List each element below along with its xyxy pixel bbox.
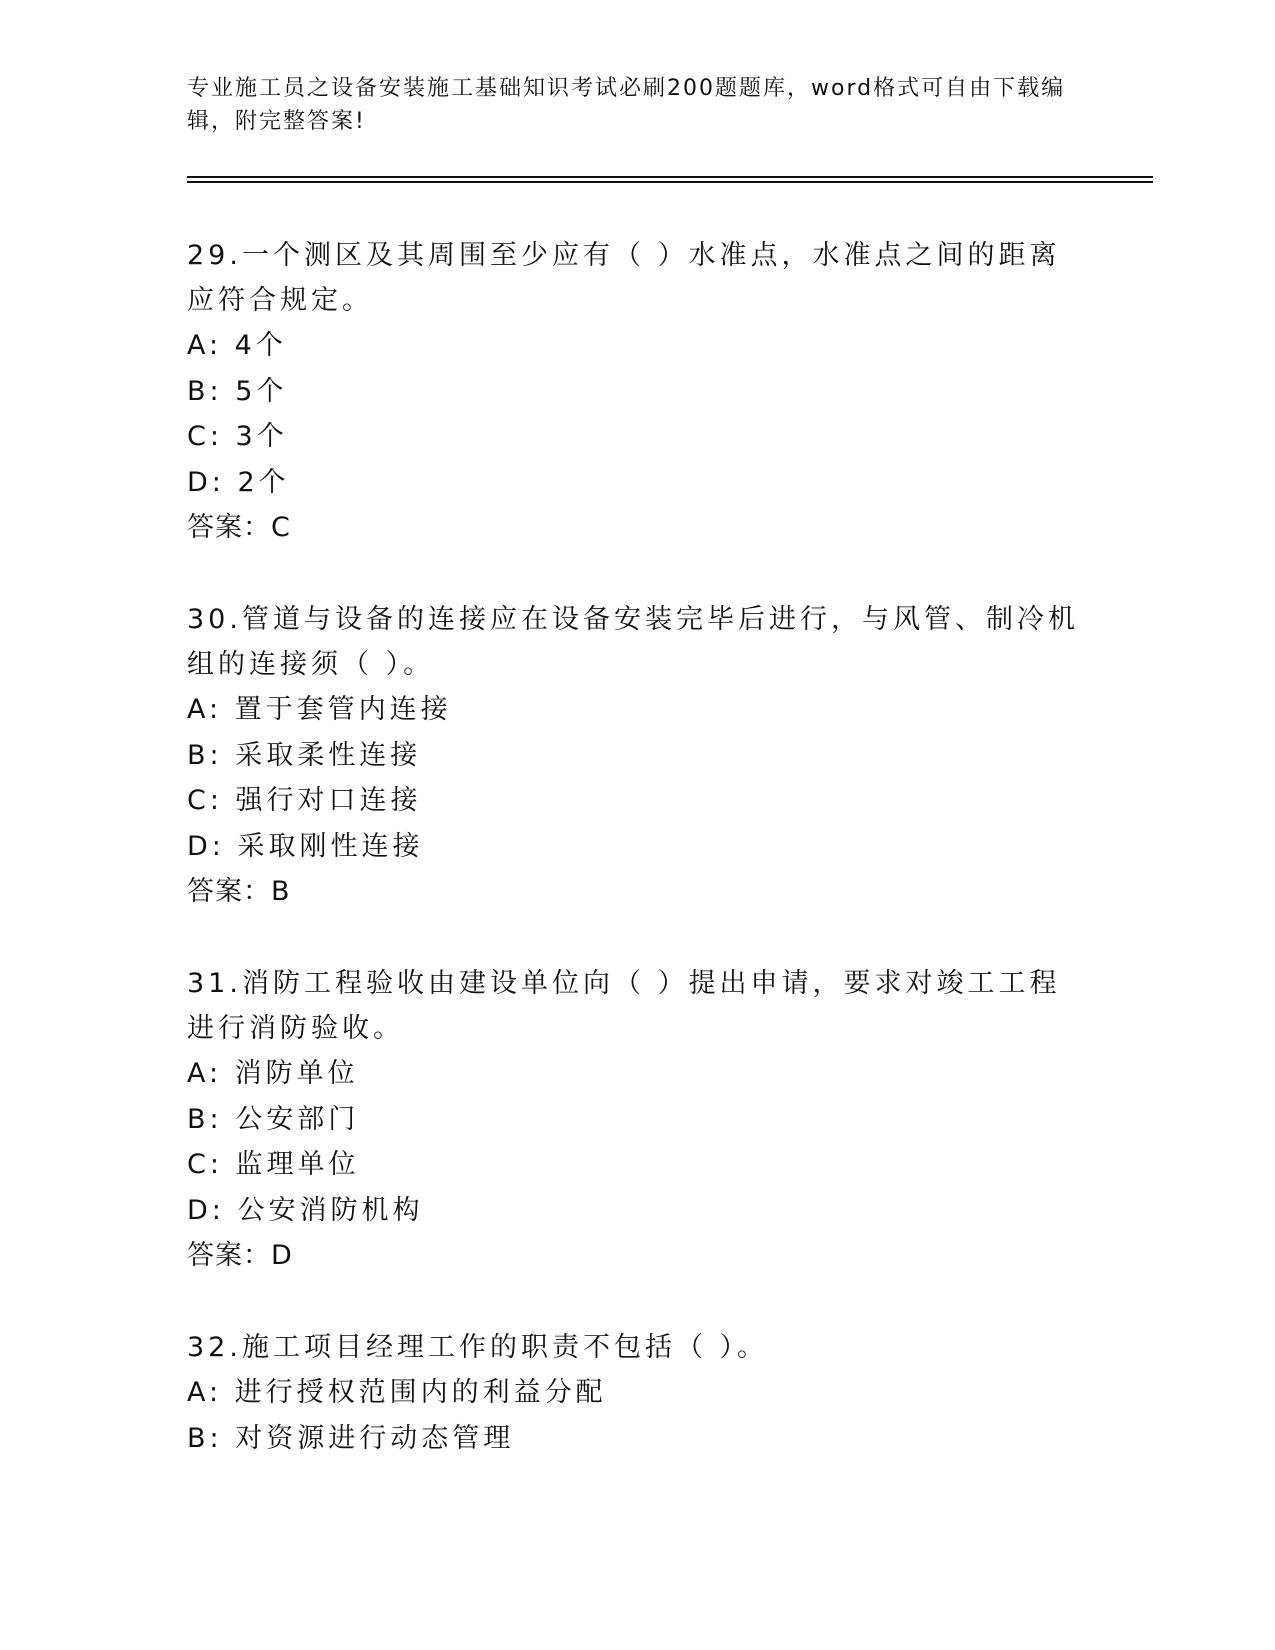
option-a: A: 置于套管内连接 bbox=[187, 694, 452, 725]
option-a: A: 4个 bbox=[187, 330, 287, 361]
question-stem: 29.一个测区及其周围至少应有（ ）水准点，水准点之间的距离应符合规定。 bbox=[187, 240, 1061, 316]
option-d: D: 公安消防机构 bbox=[187, 1194, 424, 1226]
question-32 bbox=[187, 1325, 1087, 1461]
option-b: B: 采取柔性连接 bbox=[187, 739, 422, 771]
option-d: D: 2个 bbox=[187, 466, 290, 498]
option-b: B: 5个 bbox=[187, 375, 288, 407]
option-c: C: 强行对口连接 bbox=[187, 785, 422, 816]
question-stem: 30.管道与设备的连接应在设备安装完毕后进行，与风管、制冷机组的连接须（ ）。 bbox=[187, 604, 1079, 680]
option-list bbox=[187, 323, 1087, 505]
question-29 bbox=[187, 233, 1087, 550]
option-a: A: 进行授权范围内的利益分配 bbox=[187, 1377, 607, 1408]
question-stem: 31.消防工程验收由建设单位向（ ）提出申请，要求对竣工工程进行消防验收。 bbox=[187, 968, 1061, 1044]
header-divider-top bbox=[187, 176, 1153, 178]
option-a: A: 消防单位 bbox=[187, 1058, 359, 1089]
option-list bbox=[187, 1051, 1087, 1233]
question-31 bbox=[187, 961, 1087, 1278]
option-d: D: 采取刚性连接 bbox=[187, 830, 424, 862]
answer-line: 答案：B bbox=[187, 876, 291, 907]
header-divider-bottom bbox=[187, 181, 1153, 183]
document-header: 专业施工员之设备安装施工基础知识考试必刷200题题库，word格式可自由下载编辑，附完整答案! bbox=[187, 76, 1066, 134]
answer-line: 答案：D bbox=[187, 1240, 293, 1271]
option-c: C: 3个 bbox=[187, 421, 288, 452]
option-list bbox=[187, 687, 1087, 869]
option-c: C: 监理单位 bbox=[187, 1149, 360, 1180]
option-b: B: 对资源进行动态管理 bbox=[187, 1422, 515, 1454]
question-stem: 32.施工项目经理工作的职责不包括（ ）。 bbox=[187, 1332, 769, 1363]
option-list bbox=[187, 1370, 1087, 1461]
answer-line: 答案：C bbox=[187, 512, 291, 543]
question-30 bbox=[187, 597, 1087, 914]
option-b: B: 公安部门 bbox=[187, 1103, 360, 1135]
